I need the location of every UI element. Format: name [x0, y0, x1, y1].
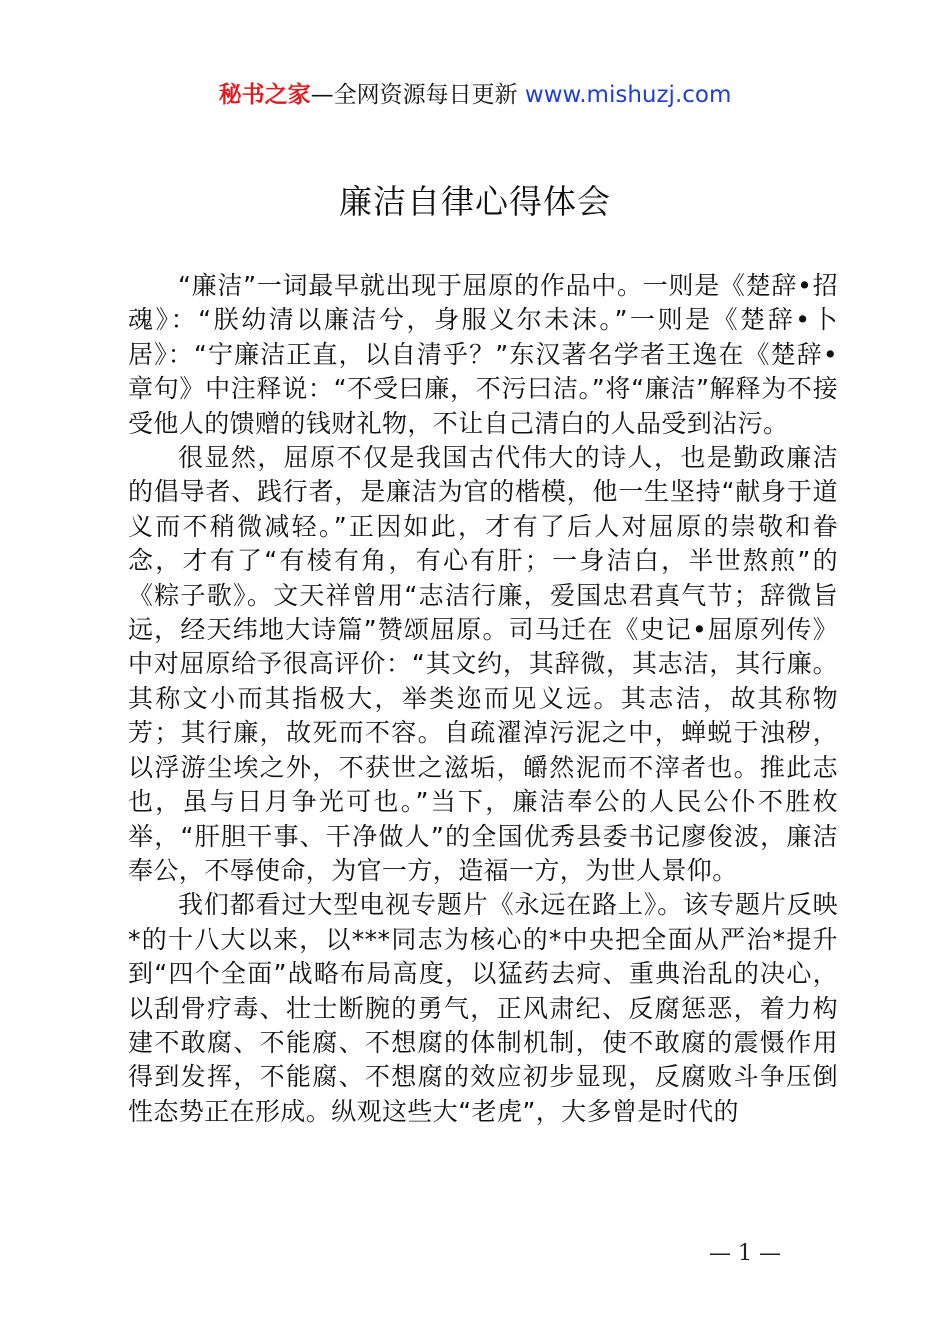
site-url-link[interactable]: www.mishuzj.com	[524, 82, 732, 108]
page-number: — 1 —	[709, 1241, 781, 1266]
document-title: 廉洁自律心得体会	[339, 182, 611, 221]
site-header	[0, 80, 950, 110]
paragraph-1: “廉洁”一词最早就出现于屈原的作品中。一则是《楚辞•招魂》：“朕幼清以廉洁兮，身服义尔未沫。”一则是《楚辞•卜居》：“宁廉洁正直，以自清乎？”东汉著名学者王逸在《楚辞•章句》中注释说：“不受曰廉，不污曰洁。”将“廉洁”解释为不接受他人的馈赠的钱财礼物，不让自己清白的人品受到沾污。	[128, 271, 838, 438]
paragraph-2: 很显然，屈原不仅是我国古代伟大的诗人，也是勤政廉洁的倡导者、践行者，是廉洁为官的楷模，他一生坚持“献身于道义而不稍微减轻。”正因如此，才有了后人对屈原的崇敬和眷念，才有了“有棱有角，有心有肝；一身洁白，半世熬煎”的《粽子歌》。文天祥曾用“志洁行廉，爱国忠君真气节；辞微旨远，经天纬地大诗篇”赞颂屈原。司马迁在《史记•屈原列传》中对屈原给予很高评价：“其文约，其辞微，其志洁，其行廉。其称文小而其指极大，举类迩而见义远。其志洁，故其称物芳；其行廉，故死而不容。自疏濯淖污泥之中，蝉蜕于浊秽，以浮游尘埃之外，不获世之滋垢，皭然泥而不滓者也。推此志也，虽与日月争光可也。”当下，廉洁奉公的人民公仆不胜枚举，“肝胆干事、干净做人”的全国优秀县委书记廖俊波，廉洁奉公，不辱使命，为官一方，造福一方，为世人景仰。	[128, 443, 838, 885]
site-slogan: —全网资源每日更新	[310, 82, 525, 108]
paragraph-3: 我们都看过大型电视专题片《永远在路上》。该专题片反映*的十八大以来，以***同志为核心的*中央把全面从严治*提升到“四个全面”战略布局高度，以猛药去疴、重典治乱的决心，以刮骨疗毒、壮士断腕的勇气，正风肃纪、反腐惩恶，着力构建不敢腐、不能腐、不想腐的体制机制，使不敢腐的震慑作用得到发挥，不能腐、不想腐的效应初步显现，反腐败斗争压倒性态势正在形成。纵观这些大“老虎”，大多曾是时代的	[128, 890, 838, 1126]
site-brand: 秘书之家	[218, 82, 311, 108]
document-body	[128, 269, 838, 1129]
